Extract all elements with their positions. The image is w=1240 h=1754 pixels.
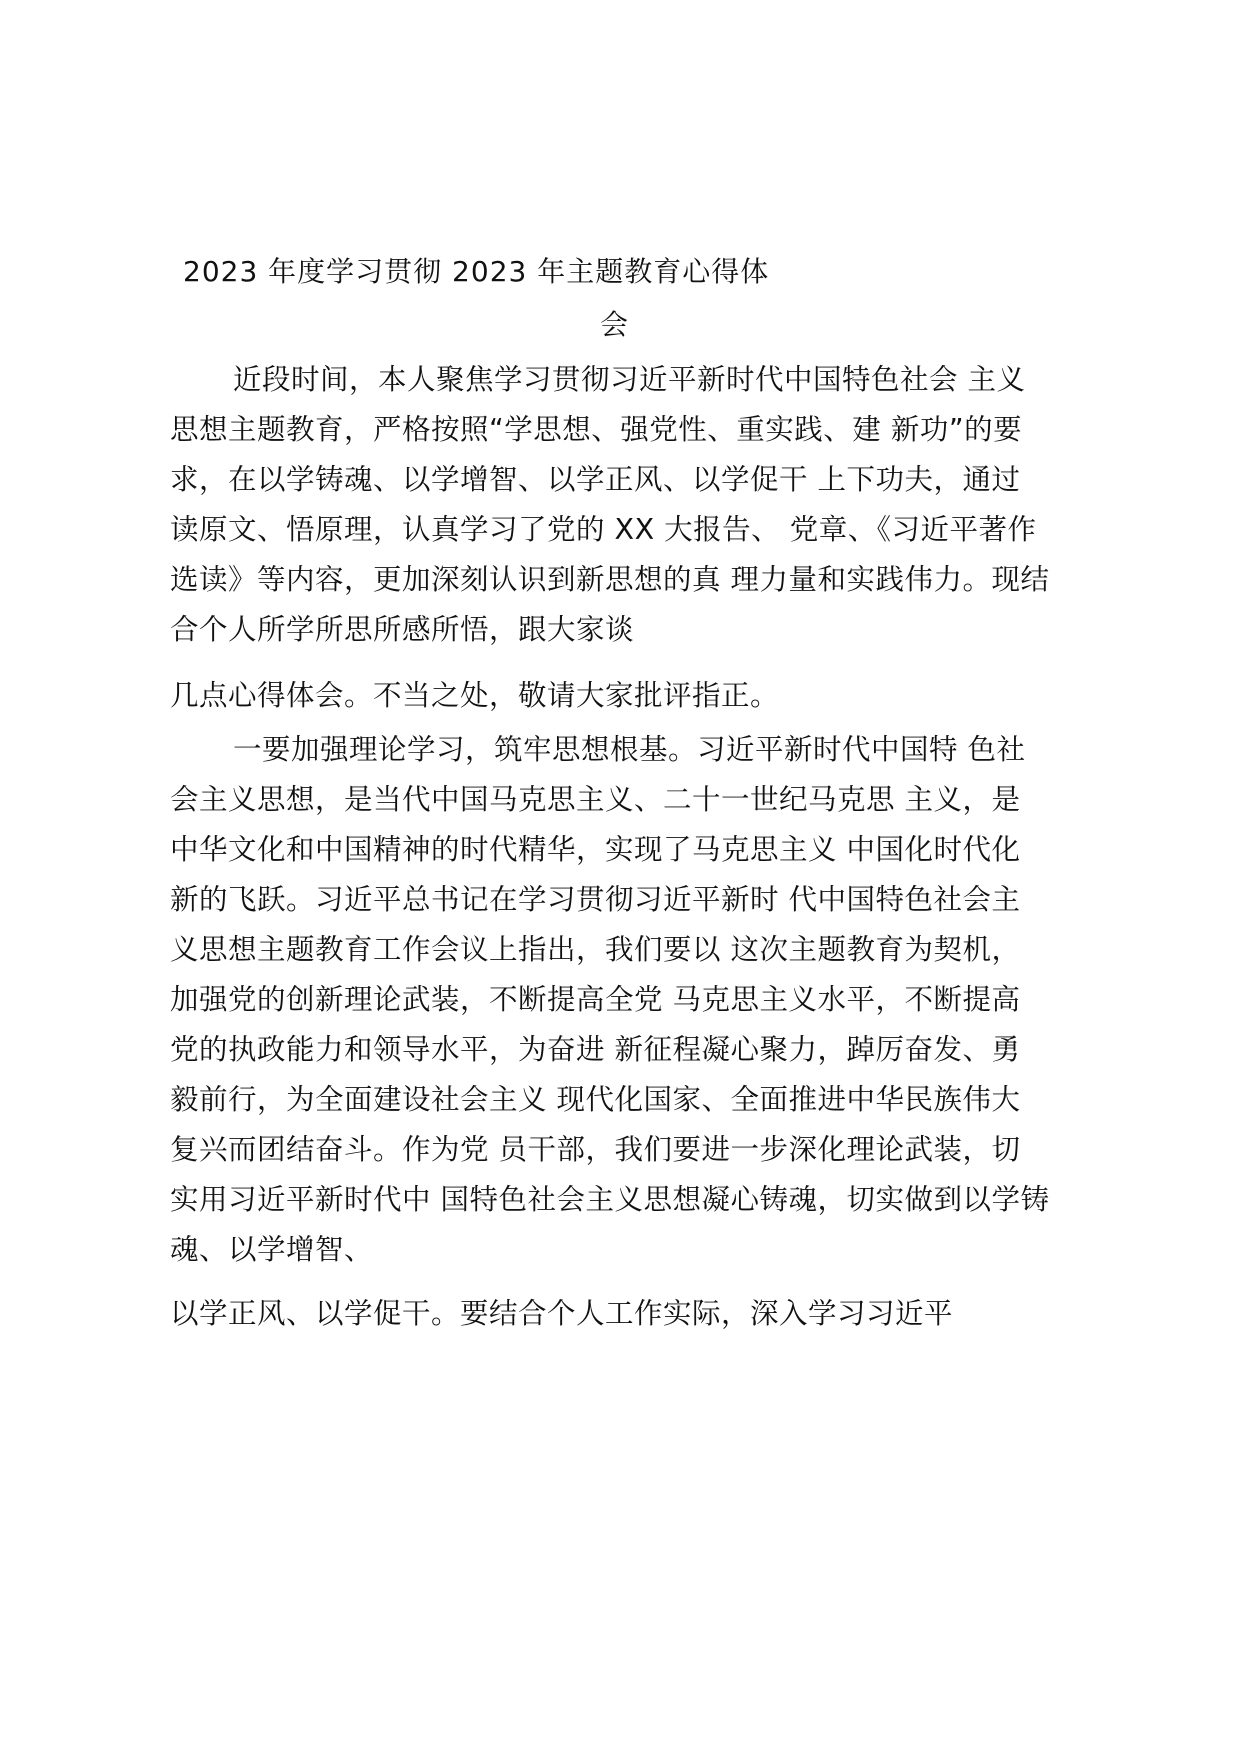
paragraph-line: 魂、以学增智、 [170,1233,374,1266]
paragraph-line: 近段时间，本人聚焦学习贯彻习近平新时代中国特色社会 主义 [233,363,1026,396]
paragraph-line: 以学正风、以学促干。要结合个人工作实际，深入学习习近平 [170,1297,954,1330]
paragraph-line: 义思想主题教育工作会议上指出，我们要以 这次主题教育为契机， [170,933,1021,966]
paragraph-line: 实用习近平新时代中 国特色社会主义思想凝心铸魂，切实做到以学铸 [170,1183,1050,1216]
paragraph-line: 加强党的创新理论武装，不断提高全党 马克思主义水平，不断提高 [170,983,1021,1016]
paragraph-line: 读原文、悟原理，认真学习了党的 XX 大报告、 党章、《习近平著作 [170,513,1037,546]
paragraph-line: 中华文化和中国精神的时代精华，实现了马克思主义 中国化时代化 [170,833,1021,866]
paragraph-line: 新的飞跃。习近平总书记在学习贯彻习近平新时 代中国特色社会主 [170,883,1021,916]
paragraph-line: 选读》等内容，更加深刻认识到新思想的真 理力量和实践伟力。现结 [170,563,1050,596]
paragraph-line: 会主义思想，是当代中国马克思主义、二十一世纪马克思 主义，是 [170,783,1021,816]
document-title-line-1: 2023 年度学习贯彻 2023 年主题教育心得体 [183,255,770,288]
paragraph-line: 一要加强理论学习，筑牢思想根基。习近平新时代中国特 色社 [233,733,1026,766]
document-title-line-2: 会 [600,308,630,341]
paragraph-line: 思想主题教育，严格按照“学思想、强党性、重实践、建 新功”的要 [170,413,1023,446]
paragraph-line: 几点心得体会。不当之处，敬请大家批评指正。 [170,679,780,712]
paragraph-line: 毅前行，为全面建设社会主义 现代化国家、全面推进中华民族伟大 [170,1083,1021,1116]
paragraph-line: 党的执政能力和领导水平，为奋进 新征程凝心聚力，踔厉奋发、勇 [170,1033,1021,1066]
paragraph-line: 复兴而团结奋斗。作为党 员干部，我们要进一步深化理论武装，切 [170,1133,1021,1166]
paragraph-line: 求，在以学铸魂、以学增智、以学正风、以学促干 上下功夫，通过 [170,463,1021,496]
paragraph-line: 合个人所学所思所感所悟，跟大家谈 [170,613,635,646]
